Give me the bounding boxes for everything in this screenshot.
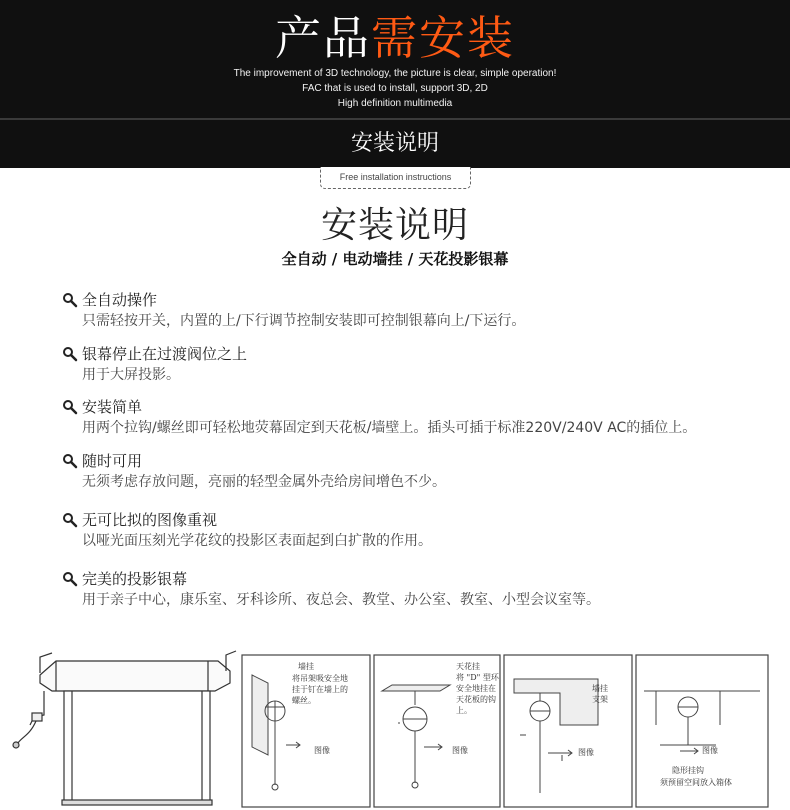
magnifier-icon [62, 292, 78, 308]
feature-item [62, 290, 525, 332]
magnifier-icon [62, 399, 78, 415]
feature-description: 以哑光面压刻光学花纹的投影区表面起到白扩散的作用。 [82, 533, 432, 549]
wall-bracket-panel [504, 655, 632, 807]
wall-mount-panel [242, 655, 370, 807]
ceiling-mount-image-label: 图像 [452, 746, 468, 755]
feature-title: 全自动操作 [82, 291, 158, 309]
hero-divider [0, 118, 790, 120]
feature-title: 银幕停止在过渡阀位之上 [82, 345, 248, 363]
feature-item [62, 510, 432, 552]
hero-subtitle-line-2: FAC that is used to install, support 3D, 2D [302, 83, 488, 94]
wall-bracket-title: 墙挂 [592, 684, 608, 693]
magnifier-icon [62, 346, 78, 362]
hero-title-white: 产品 [275, 11, 371, 65]
hidden-hook-image-label: 图像 [702, 746, 718, 755]
feature-item [62, 397, 696, 439]
wall-mount-image-label: 图像 [314, 746, 330, 755]
ceiling-mount-step-1: 将 "D" 型环 [456, 673, 499, 682]
hidden-hook-note: 须预留空间放入箱体 [660, 778, 732, 787]
ceiling-mount-title: 天花挂 [456, 662, 480, 671]
feature-item [62, 344, 247, 386]
wall-bracket-label: 支架 [592, 695, 608, 704]
hero-banner [0, 0, 790, 168]
magnifier-icon [62, 512, 78, 528]
ceiling-mount-step-4: 上。 [456, 706, 472, 715]
ceiling-mount-step-3: 天花板的钩 [456, 695, 496, 704]
feature-title: 安装简单 [82, 398, 143, 416]
hero-title-orange: 需安装 [371, 11, 515, 65]
feature-description: 无须考虑存放问题，亮丽的轻型金属外壳给房间增色不少。 [82, 474, 446, 490]
feature-item [62, 451, 446, 493]
magnifier-icon [62, 571, 78, 587]
magnifier-icon [62, 453, 78, 469]
page-subtitle: 全自动 / 电动墙挂 / 天花投影银幕 [281, 250, 509, 268]
screen-product-illustration [13, 651, 236, 805]
ceiling-mount-panel [374, 655, 500, 807]
hero-section-title: 安装说明 [350, 131, 439, 156]
page-title: 安装说明 [320, 205, 469, 246]
feature-description: 用于大屏投影。 [82, 367, 180, 383]
feature-description: 用两个拉钩/螺丝即可轻松地荧幕固定到天花板/墙壁上。插头可插于标准220V/240V AC的插位上。 [82, 420, 697, 436]
feature-title: 随时可用 [82, 452, 143, 470]
hidden-hook-title: 隐形挂钩 [672, 766, 704, 775]
wall-mount-step-3: 螺丝。 [292, 696, 316, 705]
feature-title: 无可比拟的图像重视 [82, 511, 218, 529]
hero-title [0, 10, 790, 66]
hero-subtitle-line-3: High definition multimedia [337, 98, 453, 109]
wall-mount-step-1: 将吊架吸安全地 [292, 674, 348, 683]
feature-item [62, 569, 600, 611]
hidden-hook-panel [636, 655, 768, 807]
ceiling-mount-step-2: 安全地挂在 [456, 684, 496, 693]
wall-bracket-image-label: 图像 [578, 748, 594, 757]
free-installation-badge: Free installation instructions [320, 167, 471, 189]
feature-description: 只需轻按开关，内置的上/下行调节控制安装即可控制银幕向上/下运行。 [82, 313, 526, 329]
wall-mount-step-2: 挂于钉在墙上的 [292, 685, 348, 694]
wall-mount-title: 墙挂 [298, 662, 314, 671]
installation-diagrams [0, 645, 790, 810]
hero-subtitle-line-1: The improvement of 3D technology, the picture is clear, simple operation! [233, 68, 557, 79]
feature-description: 用于亲子中心，康乐室、牙科诊所、夜总会、教堂、办公室、教室、小型会议室等。 [82, 592, 600, 608]
feature-title: 完美的投影银幕 [82, 570, 188, 588]
